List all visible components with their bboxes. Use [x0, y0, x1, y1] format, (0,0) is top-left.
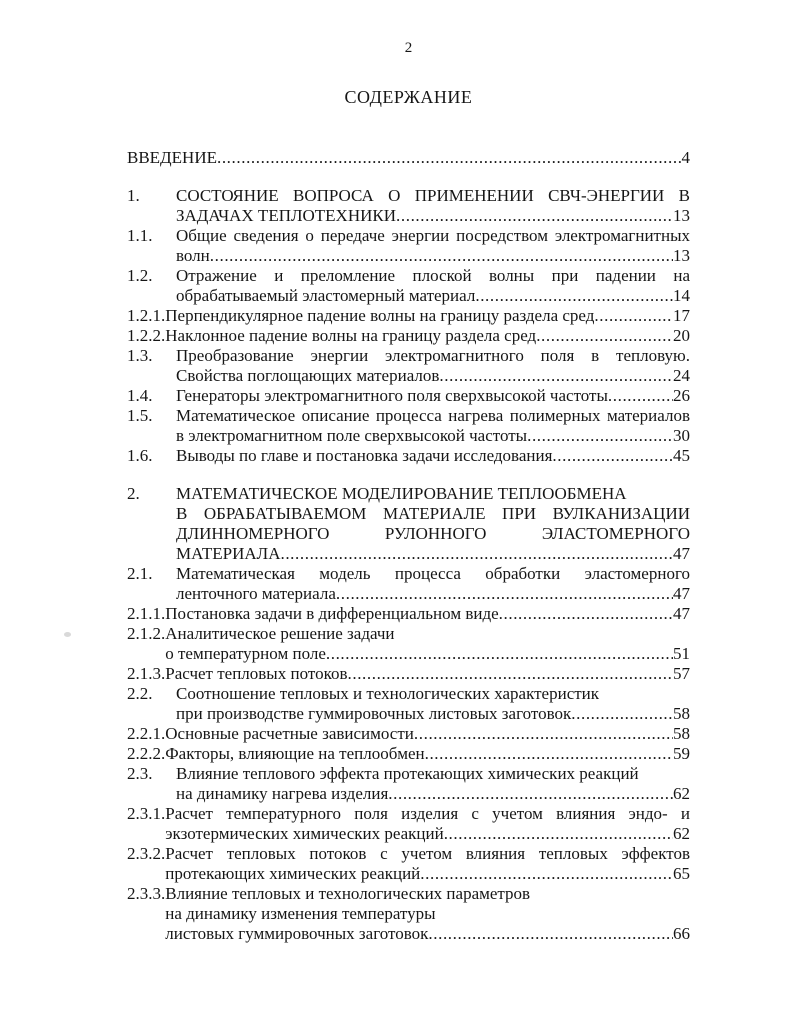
toc-entry-line [165, 326, 690, 346]
toc-entry-number: 1.2.2. [127, 326, 166, 345]
toc-entry-body [176, 406, 690, 446]
toc-entry-body [165, 306, 690, 326]
toc-entry-line [165, 664, 690, 684]
toc-entry-text: на динамику нагрева изделия [176, 784, 389, 803]
toc-entry-page: 26 [673, 386, 690, 405]
dot-leader [444, 824, 673, 844]
scan-speckle [64, 632, 71, 637]
toc-entry [127, 844, 690, 884]
toc-entry [127, 804, 690, 844]
toc-entry-body [176, 266, 690, 306]
toc-entry-line [176, 584, 690, 604]
toc-entry-text: в электромагнитном поле сверхвысокой частоты [176, 426, 528, 445]
toc-entry-text: Перпендикулярное падение волны на границу раздела сред [165, 306, 595, 325]
toc-entry-line: Расчет температурного поля изделия с учетом влияния эндо- и [165, 804, 690, 823]
toc-entry-text: Свойства поглощающих материалов [176, 366, 440, 385]
toc-entry-page: 47 [673, 584, 690, 603]
dot-leader [439, 366, 673, 386]
dot-leader [217, 148, 682, 168]
dot-leader [388, 784, 673, 804]
toc-entry [127, 664, 690, 684]
toc-entry [127, 326, 690, 346]
toc-entry-body [176, 386, 690, 406]
toc-entry-text: Генераторы электромагнитного поля сверхвысокой частоты [176, 386, 608, 405]
toc-entry-body [165, 664, 690, 684]
toc-entry-text: Постановка задачи в дифференциальном виде [165, 604, 499, 623]
toc-entry-text: Основные расчетные зависимости [165, 724, 414, 743]
toc-entry-number: 2.3.2. [127, 844, 166, 863]
toc-entry-body [165, 844, 690, 884]
toc-entry-page: 66 [673, 924, 690, 943]
toc-entry-line: Математическое описание процесса нагрева полимерных материалов [176, 406, 690, 425]
toc-entry-line [165, 644, 690, 664]
toc-entry-line [176, 246, 690, 266]
toc-entry-line: МАТЕМАТИЧЕСКОЕ МОДЕЛИРОВАНИЕ ТЕПЛООБМЕНА [176, 484, 627, 503]
toc-entry-line [176, 366, 690, 386]
toc-entry-line: Математическая модель процесса обработки эластомерного [176, 564, 690, 583]
toc-entry-page: 59 [673, 744, 690, 763]
toc-entry [127, 386, 690, 406]
toc-entry-line [165, 724, 690, 744]
toc-entry-body [165, 624, 690, 664]
toc-entry-line [127, 148, 690, 168]
toc-entry-line [165, 924, 690, 944]
toc-entry-number: 2.1. [127, 564, 153, 583]
toc-entry-line [176, 704, 690, 724]
toc-entry-line: ДЛИННОМЕРНОГО РУЛОННОГО ЭЛАСТОМЕРНОГО [176, 524, 690, 543]
toc-entry-text: волн [176, 246, 210, 265]
toc-entry [127, 604, 690, 624]
toc-entry-line [165, 744, 690, 764]
toc-entry-line [176, 544, 690, 564]
toc-entry-page: 58 [673, 724, 690, 743]
toc-entry-body [165, 884, 690, 944]
page-title: СОДЕРЖАНИЕ [344, 87, 473, 107]
toc-entry-body [165, 604, 690, 624]
toc-entry-page: 13 [673, 246, 690, 265]
toc-entry-text: ленточного материала [176, 584, 336, 603]
toc-entry [127, 306, 690, 326]
dot-leader [499, 604, 673, 624]
toc-entry-text: о температурном поле [165, 644, 326, 663]
toc-entry-page: 30 [673, 426, 690, 445]
toc-entry [127, 406, 690, 446]
toc-entry [127, 186, 690, 226]
toc-entry-page: 65 [673, 864, 690, 883]
dot-leader [280, 544, 673, 564]
toc-entry-text: Выводы по главе и постановка задачи исследования [176, 446, 553, 465]
dot-leader [210, 246, 673, 266]
toc-entry-line: Аналитическое решение задачи [165, 624, 395, 643]
toc-entry [127, 884, 690, 944]
toc-entry-line: Отражение и преломление плоской волны при падении на [176, 266, 690, 285]
toc-entry-page: 58 [673, 704, 690, 723]
toc-entry-page: 57 [673, 664, 690, 683]
toc-list [127, 148, 690, 944]
toc-entry-line: СОСТОЯНИЕ ВОПРОСА О ПРИМЕНЕНИИ СВЧ-ЭНЕРГИИ В [176, 186, 690, 205]
dot-leader [414, 724, 673, 744]
toc-entry [127, 564, 690, 604]
toc-entry-text: протекающих химических реакций [165, 864, 421, 883]
toc-entry-text: экзотермических химических реакций [165, 824, 444, 843]
toc-entry-line [176, 206, 690, 226]
dot-leader [326, 644, 673, 664]
toc-entry-line [176, 386, 690, 406]
toc-entry-number: 2.3.1. [127, 804, 166, 823]
toc-entry-line [176, 426, 690, 446]
toc-entry-text: МАТЕРИАЛА [176, 544, 281, 563]
toc-entry-body [176, 484, 690, 564]
toc-entry-text: при производстве гуммировочных листовых заготовок [176, 704, 572, 723]
page-number: 2 [404, 40, 413, 56]
dot-leader [336, 584, 673, 604]
toc-entry-line: Соотношение тепловых и технологических характеристик [176, 684, 600, 703]
dot-leader [348, 664, 674, 684]
toc-entry [127, 624, 690, 664]
toc-entry [127, 226, 690, 266]
toc-entry-page: 51 [673, 644, 690, 663]
dot-leader [594, 306, 673, 326]
toc-entry-number: 1.5. [127, 406, 153, 425]
toc-entry-page: 17 [673, 306, 690, 325]
toc-entry-text: ЗАДАЧАХ ТЕПЛОТЕХНИКИ [176, 206, 397, 225]
toc-entry-line [165, 864, 690, 884]
toc-entry-text: обрабатываемый эластомерный материал [176, 286, 476, 305]
dot-leader [527, 426, 673, 446]
toc-entry-body [176, 564, 690, 604]
toc-entry-page: 47 [673, 544, 690, 563]
toc-entry [127, 446, 690, 466]
toc-entry-line [165, 824, 690, 844]
toc-entry-number: 2.2.1. [127, 724, 166, 743]
toc-entry-line: Влияние тепловых и технологических параметров [165, 884, 531, 903]
toc-entry-number: 1.2.1. [127, 306, 166, 325]
toc-entry-text: листовых гуммировочных заготовок [165, 924, 429, 943]
dot-leader [475, 286, 673, 306]
dot-leader [425, 744, 673, 764]
toc-entry-number: 2.2. [127, 684, 153, 703]
toc-entry-number: 1.3. [127, 346, 153, 365]
toc-entry-page: 4 [681, 148, 690, 167]
toc-entry [127, 724, 690, 744]
toc-entry-body [176, 764, 690, 804]
toc-entry-line: В ОБРАБАТЫВАЕМОМ МАТЕРИАЛЕ ПРИ ВУЛКАНИЗАЦИИ [176, 504, 690, 523]
dot-leader [608, 386, 673, 406]
toc-entry [127, 764, 690, 804]
toc-entry-line: на динамику изменения температуры [165, 904, 436, 923]
dot-leader [571, 704, 673, 724]
toc-entry-body [176, 226, 690, 266]
toc-entry-number: 1.1. [127, 226, 153, 245]
toc-entry-text: Расчет тепловых потоков [165, 664, 348, 683]
toc-entry-number: 2.1.2. [127, 624, 166, 643]
toc-entry-line [176, 784, 690, 804]
dot-leader [396, 206, 673, 226]
toc-entry-number: 2.3. [127, 764, 153, 783]
toc-entry-line: Общие сведения о передаче энергии посредством электромагнитных [176, 226, 690, 245]
toc-entry-body [165, 804, 690, 844]
toc-entry-line [176, 446, 690, 466]
toc-entry-number: 2.1.1. [127, 604, 166, 623]
toc-entry-page: 45 [673, 446, 690, 465]
toc-entry-text: Факторы, влияющие на теплообмен [165, 744, 425, 763]
toc-entry-number: 1.2. [127, 266, 153, 285]
toc-entry-number: 2. [127, 484, 140, 503]
toc-entry-number: 1.6. [127, 446, 153, 465]
toc-entry-body [165, 326, 690, 346]
toc-entry-number: 2.3.3. [127, 884, 166, 903]
toc-entry-line [165, 306, 690, 326]
dot-leader [420, 864, 673, 884]
toc-entry-text: ВВЕДЕНИЕ [127, 148, 217, 167]
toc-entry [127, 148, 690, 168]
toc-entry-body [176, 186, 690, 226]
toc-entry-page: 62 [673, 824, 690, 843]
toc-entry [127, 684, 690, 724]
toc-entry-line: Преобразование энергии электромагнитного поля в тепловую. [176, 346, 690, 365]
toc-entry-body [176, 346, 690, 386]
toc-entry [127, 484, 690, 564]
dot-leader [428, 924, 673, 944]
toc-entry-page: 62 [673, 784, 690, 803]
toc-entry-body [165, 724, 690, 744]
toc-entry-page: 24 [673, 366, 690, 385]
toc-entry-page: 13 [673, 206, 690, 225]
toc-entry-page: 20 [673, 326, 690, 345]
toc-entry-number: 1. [127, 186, 140, 205]
toc-entry-line [176, 286, 690, 306]
toc-entry-body [165, 744, 690, 764]
toc-entry [127, 266, 690, 306]
dot-leader [536, 326, 673, 346]
toc-entry [127, 346, 690, 386]
toc-entry-line [165, 604, 690, 624]
toc-entry-number: 1.4. [127, 386, 153, 405]
toc-entry-body [176, 446, 690, 466]
toc-entry-text: Наклонное падение волны на границу раздела сред [165, 326, 537, 345]
dot-leader [552, 446, 673, 466]
toc-entry-page: 14 [673, 286, 690, 305]
toc-entry-line: Влияние теплового эффекта протекающих химических реакций [176, 764, 639, 783]
toc-entry [127, 744, 690, 764]
toc-entry-body [127, 148, 690, 168]
toc-entry-page: 47 [673, 604, 690, 623]
toc-entry-number: 2.2.2. [127, 744, 166, 763]
toc-entry-body [176, 684, 690, 724]
toc-entry-line: Расчет тепловых потоков с учетом влияния тепловых эффектов [165, 844, 690, 863]
toc-entry-number: 2.1.3. [127, 664, 166, 683]
